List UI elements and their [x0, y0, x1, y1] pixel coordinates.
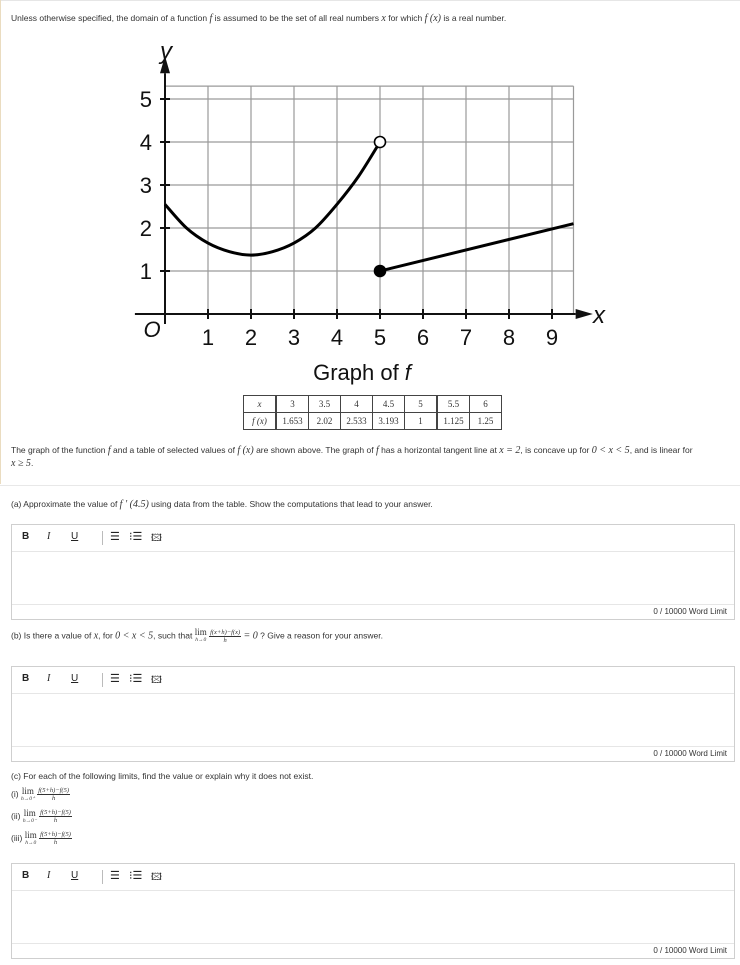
- values-table: [243, 395, 502, 430]
- section-divider: [0, 485, 740, 486]
- x-tick-label: 8: [502, 325, 516, 350]
- table-cell: 1.25: [470, 413, 502, 430]
- intro-text: Unless otherwise specified, the domain of a function f is assumed to be the set of all real numbers x for which f (x) is a real number.: [11, 13, 507, 24]
- answer-editor-c: [11, 863, 735, 959]
- table-row-x: [244, 396, 502, 413]
- y-tick-label: 3: [139, 173, 152, 198]
- numbered-list-button[interactable]: ⁝☰: [129, 673, 143, 685]
- numbered-list-button[interactable]: ⁝☰: [129, 870, 143, 882]
- closed-point: [375, 266, 386, 277]
- answer-editor-b: [11, 666, 735, 762]
- italic-button[interactable]: I: [47, 673, 51, 684]
- x-tick-label: 2: [244, 325, 258, 350]
- x-tick-label: 1: [201, 325, 215, 350]
- answer-text-area-b[interactable]: [12, 694, 734, 746]
- bullet-list-button[interactable]: ☰: [110, 870, 120, 882]
- word-count: 0 / 10000 Word Limit: [653, 607, 727, 616]
- chart-title: [313, 360, 414, 385]
- origin-label: O: [143, 317, 161, 342]
- word-count: 0 / 10000 Word Limit: [653, 946, 727, 955]
- bold-button[interactable]: B: [22, 870, 30, 881]
- insert-image-icon[interactable]: 🖾: [151, 675, 162, 686]
- series-curve: [165, 142, 380, 255]
- x-tick-label: 4: [330, 325, 344, 350]
- x-tick-label: 9: [545, 325, 559, 350]
- editor-footer: [12, 746, 734, 761]
- limit-expression: lim h→0: [194, 627, 207, 643]
- bullet-list-button[interactable]: ☰: [110, 673, 120, 685]
- table-cell: 5: [405, 396, 438, 413]
- part-b-prompt: (b) Is there a value of x, for 0 < x < 5, such that lim h→0 $\frac{f(x+h)-f(x)}{h}$ = 0 ? Give a reason for your answer.: [11, 627, 383, 644]
- top-border: [0, 0, 740, 1]
- editor-toolbar: [12, 667, 734, 694]
- answer-editor-a: [11, 524, 735, 620]
- series-line: [380, 224, 574, 271]
- chart-title-text: Graph of: [313, 360, 405, 385]
- table-cell: 4: [341, 396, 373, 413]
- underline-button[interactable]: U: [71, 673, 79, 684]
- bullet-list-button[interactable]: ☰: [110, 531, 120, 543]
- stimulus-left-border: [0, 0, 1, 484]
- graph-of-f: [130, 37, 610, 387]
- x-tick-label: 3: [287, 325, 301, 350]
- toolbar-separator: [102, 870, 103, 884]
- underline-button[interactable]: U: [71, 531, 79, 542]
- y-axis-label: y: [160, 38, 172, 65]
- x-axis-arrow: [576, 309, 593, 319]
- italic-button[interactable]: I: [47, 531, 51, 542]
- italic-button[interactable]: I: [47, 870, 51, 881]
- part-a-prompt: (a) Approximate the value of f ′ (4.5) using data from the table. Show the computations that lead to your answer.: [11, 499, 433, 510]
- table-cell: 3: [276, 396, 309, 413]
- word-count: 0 / 10000 Word Limit: [653, 749, 727, 758]
- bold-button[interactable]: B: [22, 531, 30, 542]
- editor-toolbar: [12, 525, 734, 552]
- numbered-list-button[interactable]: ⁝☰: [129, 531, 143, 543]
- table-cell: 2.533: [341, 413, 373, 430]
- x-axis-label: x: [593, 302, 605, 329]
- answer-text-area-a[interactable]: [12, 552, 734, 604]
- stimulus-description: The graph of the function f and a table of selected values of f (x) are shown above. The graph of f has a horizontal tangent line at x = 2, is concave up for 0 < x < 5, and is linear for x ≥ 5.: [11, 445, 693, 469]
- table-cell: 6: [470, 396, 502, 413]
- table-cell: 1.125: [437, 413, 470, 430]
- x-tick-label: 6: [416, 325, 430, 350]
- insert-image-icon[interactable]: 🖾: [151, 872, 162, 883]
- difference-quotient: $\frac{f(x+h)-f(x)}{h}$: [210, 628, 241, 644]
- x-tick-label: 7: [459, 325, 473, 350]
- limit-item-i: (i) lim h→0⁺ $\frac{f(5+h)-f(5)}{h}$: [11, 785, 70, 803]
- chart-series: [165, 137, 574, 277]
- table-cell: 5.5: [437, 396, 470, 413]
- table-header-x: x: [244, 396, 277, 413]
- open-point: [375, 137, 386, 148]
- y-tick-label: 5: [139, 87, 152, 112]
- table-cell: 1: [405, 413, 438, 430]
- chart-axes: [135, 56, 593, 350]
- chart-title-var: f: [404, 360, 411, 385]
- table-cell: 4.5: [373, 396, 405, 413]
- chart-grid: [165, 86, 574, 314]
- x-tick-label: 5: [373, 325, 387, 350]
- y-tick-label: 4: [139, 130, 152, 155]
- limit-item-ii: (ii) lim h→0⁻ $\frac{f(5+h)-f(5)}{h}$: [11, 807, 71, 825]
- editor-toolbar: [12, 864, 734, 891]
- y-tick-label: 2: [139, 216, 152, 241]
- table-cell: 3.5: [309, 396, 341, 413]
- editor-footer: [12, 943, 734, 958]
- bold-button[interactable]: B: [22, 673, 30, 684]
- table-header-fx: f (x): [244, 413, 277, 430]
- limit-item-iii: (iii) lim h→0 $\frac{f(5+h)-f(5)}{h}$: [11, 829, 71, 847]
- part-c-limits: [11, 783, 731, 849]
- part-c-prompt: (c) For each of the following limits, find the value or explain why it does not exist.: [11, 771, 314, 781]
- y-tick-label: 1: [139, 259, 152, 284]
- table-cell: 1.653: [276, 413, 309, 430]
- toolbar-separator: [102, 531, 103, 545]
- table-cell: 3.193: [373, 413, 405, 430]
- underline-button[interactable]: U: [71, 870, 79, 881]
- editor-footer: [12, 604, 734, 619]
- table-row-fx: [244, 413, 502, 430]
- answer-text-area-c[interactable]: [12, 891, 734, 943]
- insert-image-icon[interactable]: 🖾: [151, 533, 162, 544]
- toolbar-separator: [102, 673, 103, 687]
- table-cell: 2.02: [309, 413, 341, 430]
